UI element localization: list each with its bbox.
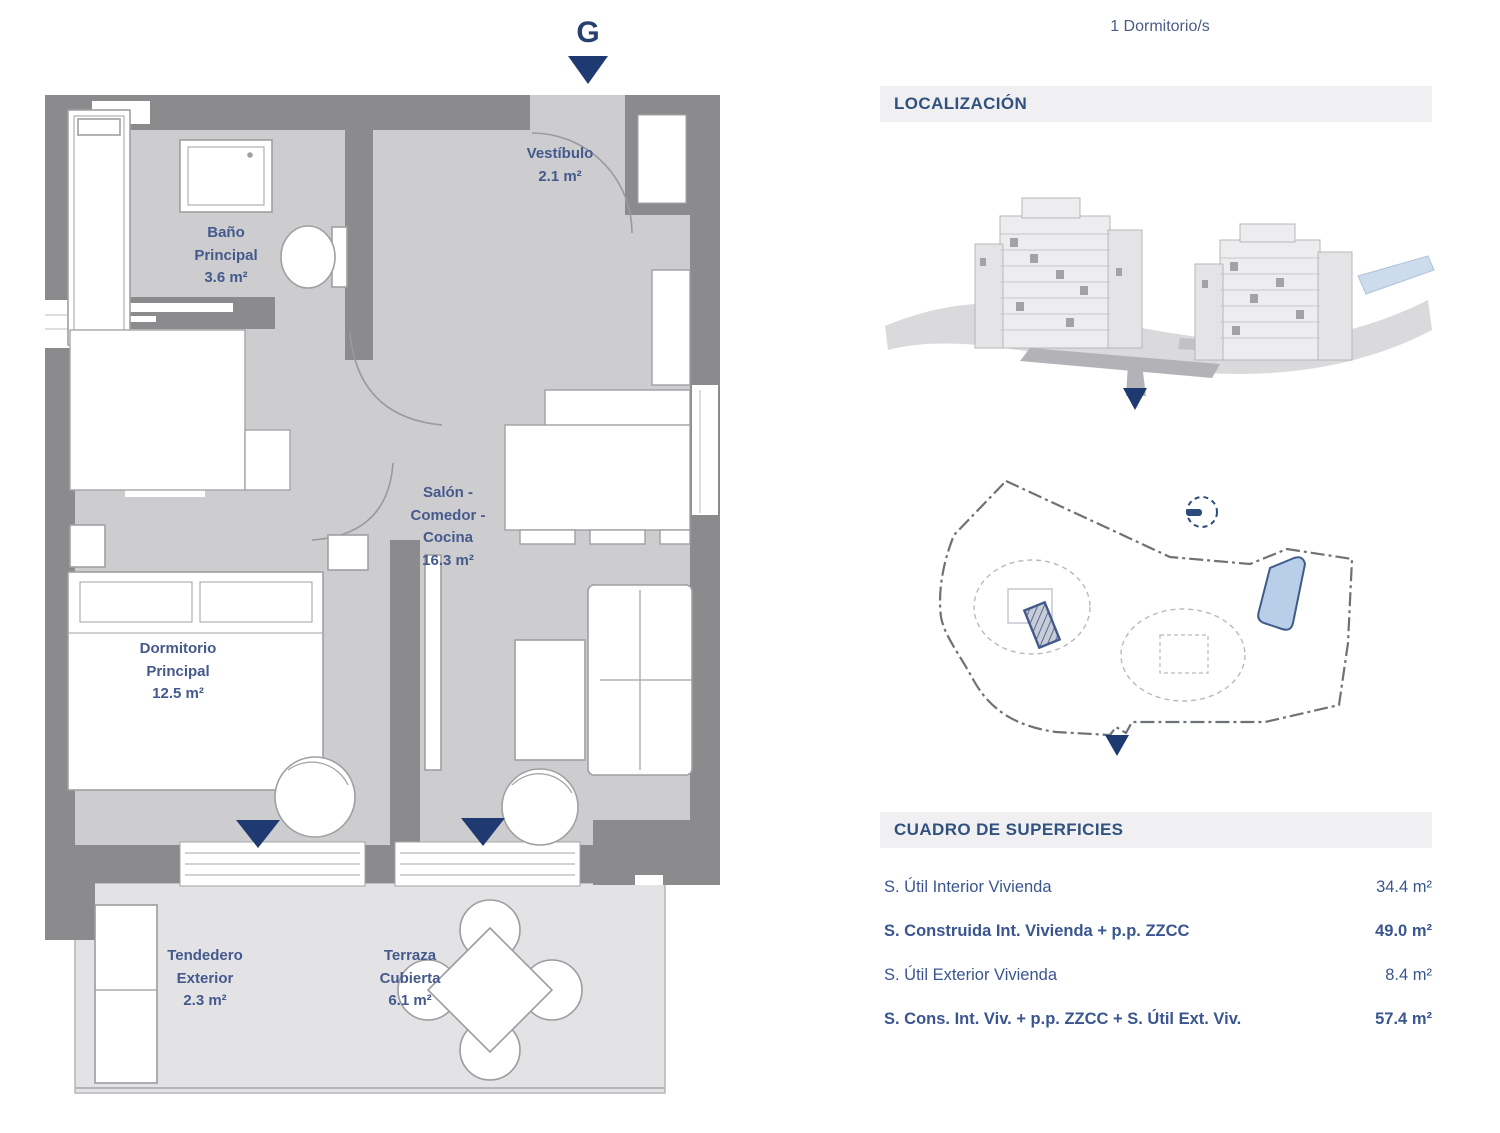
pool-deck	[1358, 256, 1434, 294]
toilet-bowl	[281, 226, 335, 288]
buildings-render	[880, 148, 1440, 440]
armchair	[502, 769, 578, 845]
tower-right	[1195, 224, 1352, 360]
cuadro-header	[880, 812, 1432, 848]
localizacion-header	[880, 86, 1432, 122]
tower-left	[975, 198, 1142, 348]
cuadro-header-label: CUADRO DE SUPERFICIES	[894, 820, 1124, 839]
surface-value: 49.0 m²	[1375, 922, 1432, 940]
surface-label: S. Cons. Int. Viv. + p.p. ZZCC + S. Útil Ext. Viv.	[884, 1010, 1242, 1028]
nightstand	[70, 525, 105, 567]
surface-value: 57.4 m²	[1375, 1010, 1432, 1028]
room-label-dormitorio: Dormitorio Principal 12.5 m²	[139, 640, 217, 702]
north-indicator-icon	[1186, 497, 1217, 527]
surface-table	[884, 868, 1432, 1044]
room-label-bano: Baño Principal 3.6 m²	[194, 224, 258, 286]
tv-board	[425, 555, 441, 770]
orientation-g-label: G	[576, 16, 600, 49]
table-row	[884, 868, 1432, 912]
location-marker-icon	[1105, 735, 1129, 756]
table-row	[884, 912, 1432, 956]
room-label-salon: Salón - Comedor - Cocina 16.3 m²	[410, 484, 486, 569]
location-marker-icon	[1123, 388, 1147, 410]
localizacion-header-label: LOCALIZACIÓN	[894, 94, 1028, 113]
nightstand	[328, 535, 368, 570]
surface-value: 8.4 m²	[1385, 966, 1432, 984]
table-row	[884, 956, 1432, 1000]
surface-label: S. Útil Exterior Vivienda	[884, 966, 1058, 984]
surface-label: S. Útil Interior Vivienda	[884, 878, 1052, 896]
room-label-terraza: Terraza Cubierta 6.1 m²	[379, 947, 441, 1009]
page-title: 1 Dormitorio/s	[1110, 18, 1210, 35]
coffee-table	[515, 640, 585, 760]
sink	[180, 140, 272, 212]
room-label-vestibulo: Vestíbulo 2.1 m²	[526, 145, 594, 185]
armchair	[275, 757, 355, 837]
room-label-tendedero: Tendedero Exterior 2.3 m²	[167, 947, 243, 1009]
site-plan	[920, 465, 1410, 775]
drying-rack	[95, 905, 157, 1083]
surface-label: S. Construida Int. Vivienda + p.p. ZZCC	[884, 922, 1190, 940]
table-row	[884, 1000, 1432, 1044]
surface-value: 34.4 m²	[1376, 878, 1432, 896]
shower	[68, 110, 130, 345]
entrance-arrow-icon	[566, 54, 610, 86]
